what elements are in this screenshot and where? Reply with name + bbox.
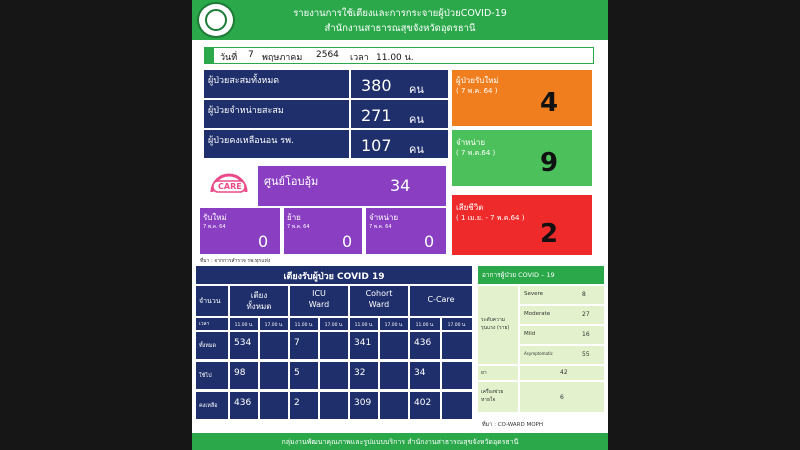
table-cell: 341: [350, 332, 378, 359]
care-moved-box: ย้าย 7 พ.ค. 64 0: [284, 208, 362, 254]
date-bar: วันที่ 7 พฤษภาคม 2564 เวลา 11.00 น.: [204, 47, 594, 64]
card-discharged: จำหน่าย ( 7 พ.ค.64 ) 9: [452, 130, 592, 186]
table-row-label: ใช้ไป: [196, 362, 228, 389]
symptoms-row3-value: 6: [560, 394, 564, 401]
table-cell: 402: [410, 392, 440, 419]
table-cell: [260, 392, 288, 419]
beds-table-title: เตียงรับผู้ป่วย COVID 19: [283, 272, 385, 282]
deaths-value: 2: [540, 219, 559, 249]
table-cell: [320, 392, 348, 419]
care-discharged-box: จำหน่าย 7 พ.ค. 64 0: [366, 208, 446, 254]
summary-discharged-value: 271: [361, 106, 392, 125]
table-cell: 5: [290, 362, 318, 389]
beds-table: เตียงรับผู้ป่วย COVID 19 จำนวน เตียง ทั้งหมด ICU Ward Cohort Ward C-Care เวลา 11.00 น. 17.00 น. 11.00 น. 17.00 น. 11.00 น. 17.00 น. 11.00 น. 17.00 น. ทั้งหมด 534 7 341 436 ใช้ไป 98 5 32 34 คงเหลือ 436 2 309 402: [196, 266, 472, 420]
symptoms-panel: อาการผู้ป่วย COVID – 19 ระดับความรุนแรง (ราย) Severe 8 Moderate 27 Mild 16 Asymptomatic 55 ยา 42 เครื่องช่วยหายใจ 6: [478, 266, 604, 420]
table-cell: [320, 332, 348, 359]
care-logo-icon: CARE: [204, 170, 254, 204]
time-header-cell: 17.00 น.: [260, 318, 288, 330]
discharged-value: 9: [540, 148, 559, 178]
date-time: 11.00 น.: [376, 53, 414, 63]
card-deaths: เสียชีวิต ( 1 เม.ย. - 7 พ.ค.64 ) 2: [452, 195, 592, 255]
table-cell: [260, 362, 288, 389]
header-bar: [192, 0, 608, 40]
summary-row-discharged: ผู้ป่วยจำหน่ายสะสม: [204, 100, 349, 128]
card-new-patients: ผู้ป่วยรับใหม่ ( 7 พ.ค. 64 ) 4: [452, 70, 592, 126]
time-header-cell: 17.00 น.: [442, 318, 472, 330]
symptoms-row2-value: 42: [560, 369, 568, 376]
date-year: 2564: [316, 50, 339, 60]
footer-text: กลุ่มงานพัฒนาคุณภาพและรูปแบบบริการ สำนักงานสาธารณสุขจังหวัดอุดรธานี: [281, 438, 519, 446]
table-cell: 436: [410, 332, 440, 359]
symptom-level-row: Moderate 27: [520, 306, 604, 324]
header-subtitle: สำนักงานสาธารณสุขจังหวัดอุดรธานี: [324, 23, 476, 34]
header-title: รายงานการใช้เตียงและการกระจายผู้ป่วยCOVID-19: [293, 8, 507, 19]
symptom-level-row: Mild 16: [520, 326, 604, 344]
table-cell: [260, 332, 288, 359]
table-cell: 7: [290, 332, 318, 359]
symptoms-source: ที่มา : CO-WARD MOPH: [482, 422, 544, 428]
summary-remaining-value: 107: [361, 136, 392, 155]
time-header-cell: 11.00 น.: [290, 318, 318, 330]
table-cell: [320, 362, 348, 389]
symptom-level-row: Severe 8: [520, 286, 604, 304]
table-cell: 98: [230, 362, 258, 389]
time-header-cell: 17.00 น.: [320, 318, 348, 330]
summary-row-remaining: ผู้ป่วยคงเหลือนอน รพ.: [204, 130, 349, 158]
table-cell: 32: [350, 362, 378, 389]
symptoms-title: อาการผู้ป่วย COVID – 19: [482, 271, 555, 279]
time-header-cell: 11.00 น.: [410, 318, 440, 330]
table-cell: 2: [290, 392, 318, 419]
care-center-box: ศูนย์โอบอุ้ม 34: [258, 166, 446, 206]
new-patients-value: 4: [540, 88, 559, 118]
symptom-level-row: Asymptomatic 55: [520, 346, 604, 364]
care-source: ที่มา : จากการสำรวจ รพ.ทุกแห่ง: [200, 258, 271, 264]
table-cell: [442, 392, 472, 419]
table-row-label: ทั้งหมด: [196, 332, 228, 359]
infographic-poster: รายงานการใช้เตียงและการกระจายผู้ป่วยCOVID-19 สำนักงานสาธารณสุขจังหวัดอุดรธานี วันที่ 7 พฤษภาคม 2564 เวลา 11.00 น. ผู้ป่วยสะสมทั้งหมด 380 คน ผู้ป่วยจำหน่ายสะสม 271 คน ผู้ป่วยคงเหลือนอน รพ. 107 คน ผู้ป่วยรับใหม่ ( 7 พ.ค. 64 ) 4 จำหน่าย ( 7 พ.ค.64 ) 9 เสียชีวิต ( 1 เม.ย. - 7 พ.ค.64 ) 2 CARE ศูนย์โอบอุ้ม 34 รับใหม่ 7 พ.ค. 64 0 ย้าย 7 พ.ค. 64 0 จำหน่าย 7 พ.ค. 64 0 ที่มา : จากการสำรวจ รพ.ทุกแห่ง เตียงรับผู้ป่วย COVID 19 จำนวน เตียง ทั้งหมด ICU Ward Cohort Ward C-Care เวลา 11.00 น. 17.00 น. 11.00 น. 17.00 น. 11.00 น. 17.00 น. 11.00 น. 17.00 น. ทั้งหมด 534 7 341 436 ใช้ไป 98 5 32 34 คงเหลือ 436 2 309 402 อาการผู้ป่วย COVID – 19 ระดับความรุนแรง (ราย) Severe 8 Moderate 27 Mild 16 Asymptomatic 55 ยา 42 เครื่องช่วยหายใจ 6 ที่มา : CO-WARD MOPH กลุ่มงานพัฒนาคุณภาพและรูปแบบบริการ สำนักงานสาธารณสุขจังหวัดอุดรธานี: [192, 0, 608, 450]
care-new-box: รับใหม่ 7 พ.ค. 64 0: [200, 208, 280, 254]
table-cell: 436: [230, 392, 258, 419]
time-header-cell: 11.00 น.: [230, 318, 258, 330]
time-header-cell: 17.00 น.: [380, 318, 408, 330]
date-day: 7: [248, 50, 254, 60]
table-cell: [380, 332, 408, 359]
table-cell: [380, 392, 408, 419]
summary-row-total: ผู้ป่วยสะสมทั้งหมด: [204, 70, 349, 98]
date-month: พฤษภาคม: [262, 53, 303, 63]
table-cell: 34: [410, 362, 440, 389]
table-cell: [380, 362, 408, 389]
table-cell: 309: [350, 392, 378, 419]
footer-bar: [192, 433, 608, 450]
table-cell: [442, 362, 472, 389]
summary-total-value: 380: [361, 76, 392, 95]
time-header-cell: 11.00 น.: [350, 318, 378, 330]
table-row-label: คงเหลือ: [196, 392, 228, 419]
table-cell: 534: [230, 332, 258, 359]
table-cell: [442, 332, 472, 359]
care-center-value: 34: [390, 176, 411, 195]
